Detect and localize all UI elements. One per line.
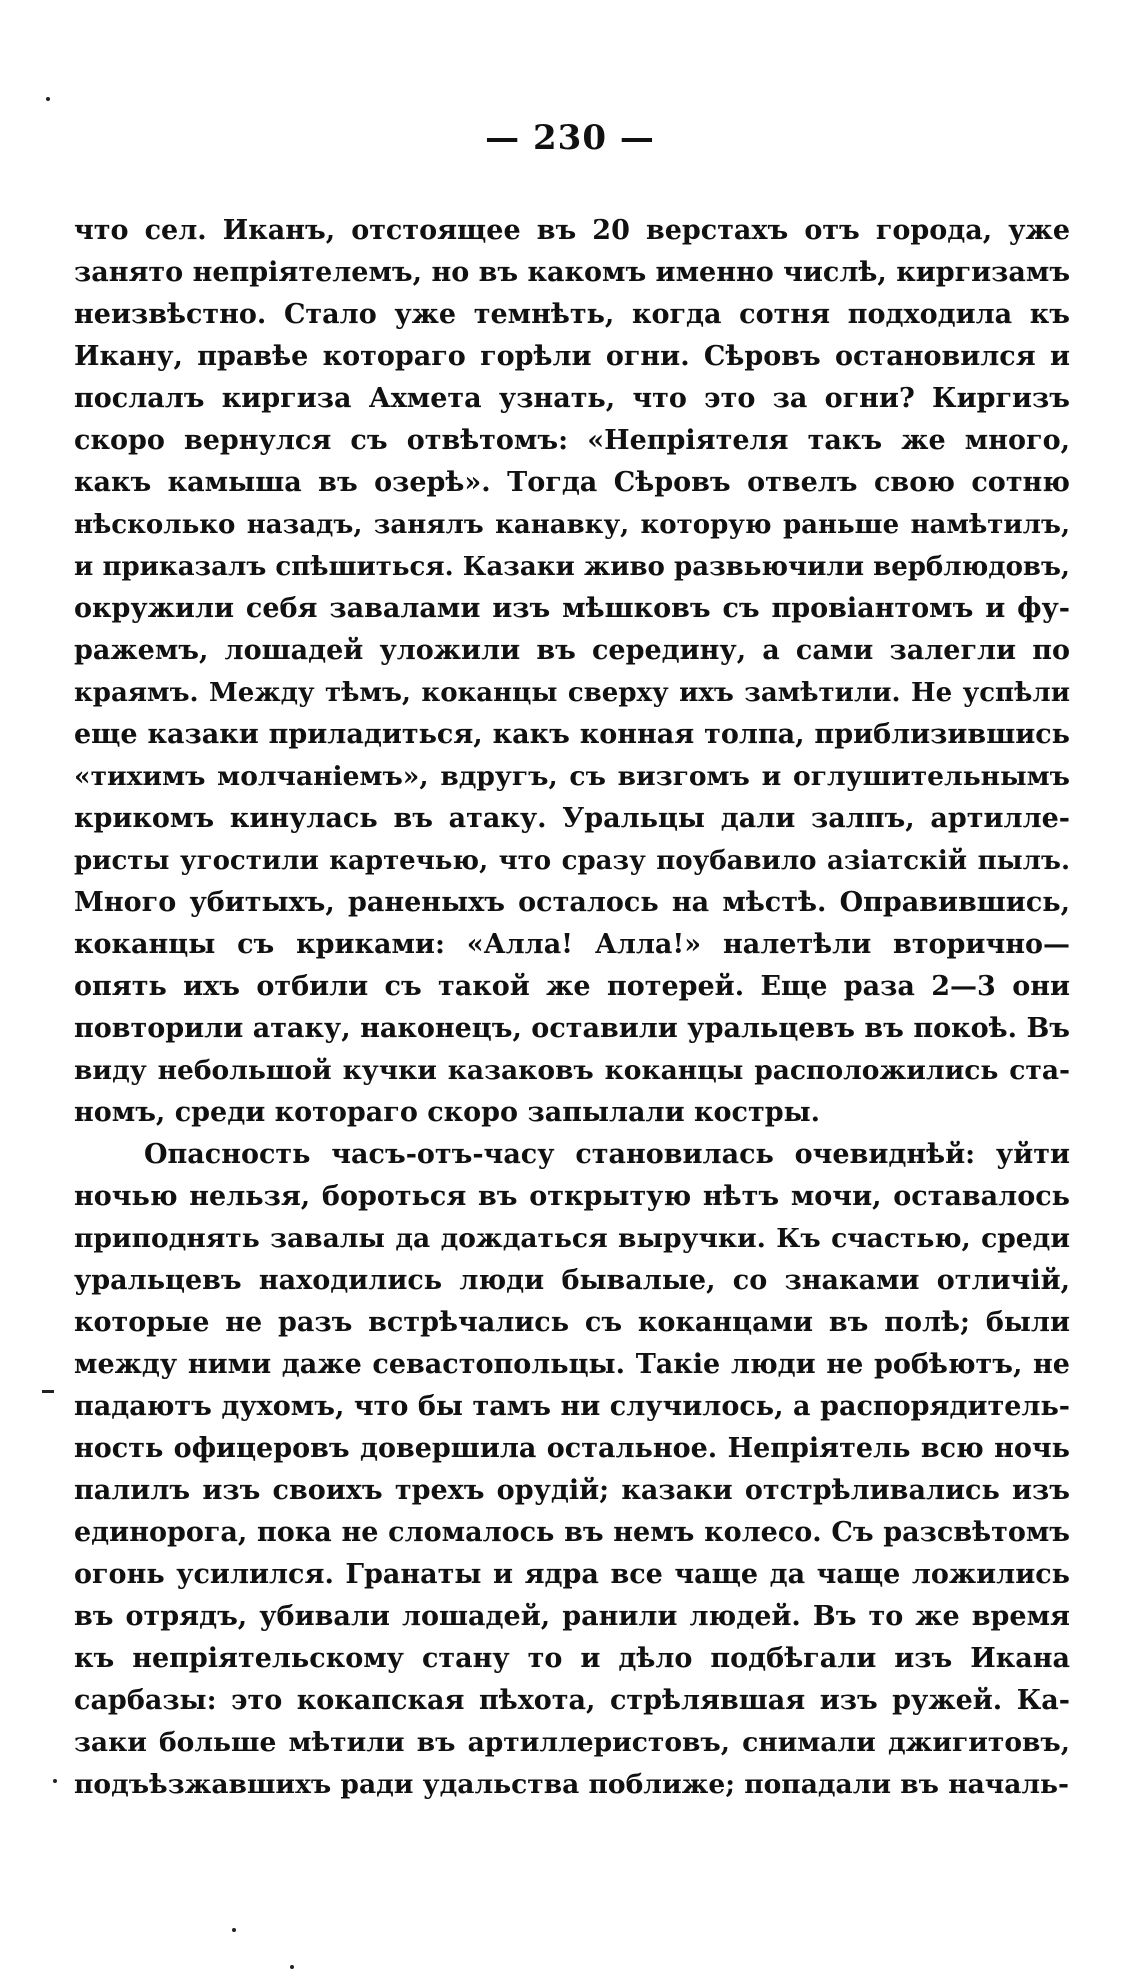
body-text: [74, 210, 1070, 1806]
text-line: нѣсколько назадъ, занялъ канавку, которую раньше намѣтилъ,: [74, 510, 1070, 540]
text-line: ристы угостили картечью, что сразу поубавило азіатскій пылъ.: [74, 846, 1070, 876]
text-line: «тихимъ молчаніемъ», вдругъ, съ визгомъ и оглушительнымъ: [74, 761, 1070, 792]
text-line: что сел. Иканъ, отстоящее въ 20 верстахъ отъ города, уже: [74, 215, 1070, 246]
text-line: краямъ. Между тѣмъ, коканцы сверху ихъ замѣтили. Не успѣли: [74, 678, 1070, 708]
margin-dash-mark: [42, 1390, 54, 1393]
text-line: ночью нельзя, бороться въ открытую нѣтъ мочи, оставалось: [74, 1181, 1070, 1212]
text-line: занято непріятелемъ, но въ какомъ именно числѣ, киргизамъ: [74, 257, 1070, 288]
text-line: къ непріятельскому стану то и дѣло подбѣгали изъ Икана: [74, 1643, 1070, 1674]
text-line: падаютъ духомъ, что бы тамъ ни случилось, а распорядитель-: [74, 1391, 1070, 1422]
text-line: Много убитыхъ, раненыхъ осталось на мѣстѣ. Оправившись,: [74, 887, 1070, 918]
text-line: ность офицеровъ довершила остальное. Непріятель всю ночь: [74, 1433, 1070, 1464]
text-line: и приказалъ спѣшиться. Казаки живо развьючили верблюдовъ,: [74, 552, 1070, 582]
text-line: виду небольшой кучки казаковъ коканцы расположились ста-: [74, 1055, 1070, 1086]
text-line: ражемъ, лошадей уложили въ середину, а сами залегли по: [74, 635, 1070, 666]
text-line: палилъ изъ своихъ трехъ орудій; казаки отстрѣливались изъ: [74, 1475, 1070, 1506]
text-line: въ отрядъ, убивали лошадей, ранили людей. Въ то же время: [74, 1601, 1070, 1632]
text-line: подъѣзжавшихъ ради удальства поближе; попадали въ началь-: [74, 1769, 1070, 1800]
text-line: опять ихъ отбили съ такой же потерей. Еще раза 2—3 они: [74, 971, 1070, 1002]
text-line: которые не разъ встрѣчались съ коканцами въ полѣ; были: [74, 1307, 1070, 1338]
text-line: номъ, среди котораго скоро запылали костры.: [74, 1097, 821, 1128]
paragraph: [74, 210, 1070, 1134]
text-line: уральцевъ находились люди бывалые, со знаками отличій,: [74, 1265, 1070, 1296]
text-line: огонь усилился. Гранаты и ядра все чаще да чаще ложились: [74, 1559, 1070, 1590]
text-line: заки больше мѣтили въ артиллеристовъ, снимали джигитовъ,: [74, 1727, 1070, 1758]
text-line: окружили себя завалами изъ мѣшковъ съ провіантомъ и фу-: [74, 593, 1070, 624]
text-line: единорога, пока не сломалось въ немъ колесо. Съ разсвѣтомъ: [74, 1517, 1070, 1548]
text-line: неизвѣстно. Стало уже темнѣть, когда сотня подходила къ: [74, 299, 1070, 330]
page-number: — 230 —: [485, 118, 655, 158]
text-line: сарбазы: это кокапская пѣхота, стрѣлявшая изъ ружей. Ка-: [74, 1685, 1070, 1716]
text-line: послалъ киргиза Ахмета узнать, что это за огни? Киргизъ: [74, 383, 1070, 414]
text-line: Опасность часъ-отъ-часу становилась очевиднѣй: уйти: [144, 1139, 1070, 1170]
text-line: крикомъ кинулась въ атаку. Уральцы дали залпъ, артилле-: [74, 803, 1070, 834]
text-line: между ними даже севастопольцы. Такіе люди не робѣютъ, не: [74, 1349, 1070, 1380]
speck-mark: [232, 1928, 236, 1932]
text-line: повторили атаку, наконецъ, оставили уральцевъ въ покоѣ. Въ: [74, 1013, 1070, 1044]
text-line: коканцы съ криками: «Алла! Алла!» налетѣли вторично—: [74, 929, 1070, 960]
speck-mark: [46, 97, 50, 101]
speck-mark: [53, 1779, 57, 1783]
text-line: еще казаки приладиться, какъ конная толпа, приблизившись: [74, 719, 1070, 750]
text-line: скоро вернулся съ отвѣтомъ: «Непріятеля такъ же много,: [74, 425, 1070, 456]
text-line: какъ камыша въ озерѣ». Тогда Сѣровъ отвелъ свою сотню: [74, 467, 1070, 498]
paragraph: [74, 1134, 1070, 1806]
speck-mark: [290, 1965, 294, 1969]
text-line: приподнять завалы да дождаться выручки. Къ счастью, среди: [74, 1223, 1070, 1254]
text-line: Икану, правѣе котораго горѣли огни. Сѣровъ остановился и: [74, 341, 1070, 372]
